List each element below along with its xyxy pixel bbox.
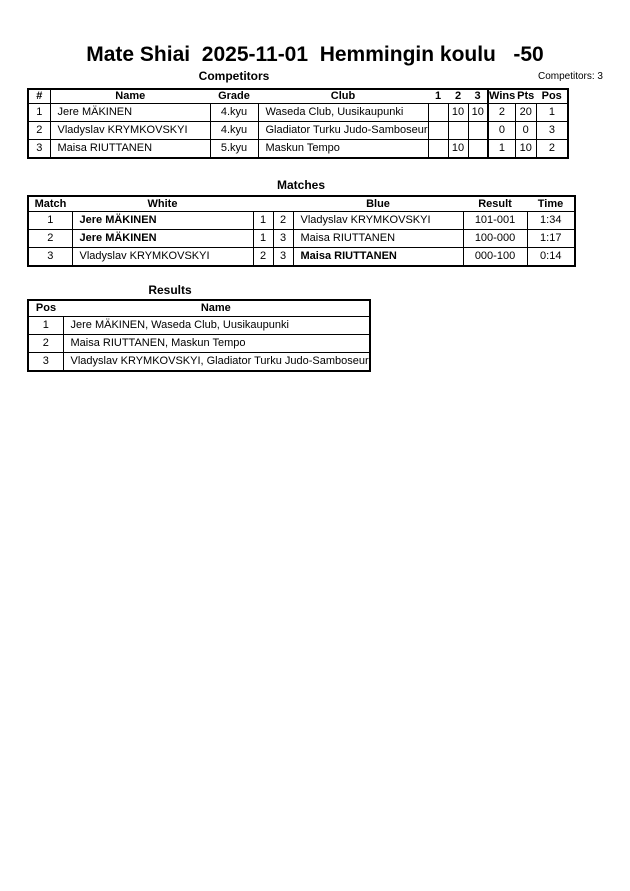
cell-pos: 2 — [536, 140, 568, 159]
cell-score-3: 10 — [468, 104, 488, 122]
cell-blue — [293, 212, 463, 230]
matches-table — [27, 195, 576, 267]
col-header-name: Name — [63, 300, 370, 317]
col-header-num: # — [28, 89, 50, 104]
matches-header-row — [28, 196, 575, 212]
cell-blue — [293, 248, 463, 267]
competitor-row — [28, 104, 568, 122]
cell-grade: 4.kyu — [210, 104, 258, 122]
cell-score-2 — [448, 122, 468, 140]
cell-score-1 — [428, 122, 448, 140]
result-player-name: Vladyslav KRYMKOVSKYI, Gladiator Turku Judo-Samboseur — [70, 355, 369, 368]
cell-pos: 1 — [536, 104, 568, 122]
col-header-opp3: 3 — [468, 89, 488, 104]
cell-wins: 2 — [488, 104, 515, 122]
cell-score-3 — [468, 122, 488, 140]
col-header-opp2: 2 — [448, 89, 468, 104]
white-player-name: Vladyslav KRYMKOVSKYI — [79, 250, 210, 263]
cell-white — [72, 230, 253, 248]
cell-blue-num: 2 — [273, 212, 293, 230]
cell-blue — [293, 230, 463, 248]
competitors-table — [27, 88, 569, 159]
cell-time: 0:14 — [527, 248, 575, 267]
cell-pts: 20 — [515, 104, 536, 122]
cell-white — [72, 212, 253, 230]
white-player-name: Jere MÄKINEN — [79, 232, 157, 245]
cell-name — [50, 140, 210, 159]
cell-name — [50, 122, 210, 140]
cell-blue-num: 3 — [273, 230, 293, 248]
cell-pos: 3 — [536, 122, 568, 140]
cell-white — [72, 248, 253, 267]
col-header-blue-num — [273, 196, 293, 212]
cell-wins: 0 — [488, 122, 515, 140]
match-row — [28, 248, 575, 267]
cell-white-num: 2 — [253, 248, 273, 267]
cell-score-3 — [468, 140, 488, 159]
cell-pos: 1 — [28, 317, 63, 335]
cell-club — [258, 104, 428, 122]
cell-name — [63, 353, 370, 372]
col-header-name: Name — [50, 89, 210, 104]
matches-section-title: Matches — [276, 178, 326, 192]
cell-blue-num: 3 — [273, 248, 293, 267]
cell-name — [50, 104, 210, 122]
cell-time: 1:17 — [527, 230, 575, 248]
cell-time: 1:34 — [527, 212, 575, 230]
page-title: Mate Shiai 2025-11-01 Hemmingin koulu -50 — [86, 43, 544, 66]
cell-score-2: 10 — [448, 140, 468, 159]
competitor-name: Vladyslav KRYMKOVSKYI — [57, 124, 188, 137]
col-header-grade: Grade — [210, 89, 258, 104]
cell-pos: 2 — [28, 335, 63, 353]
results-table — [27, 299, 371, 372]
cell-result: 100-000 — [463, 230, 527, 248]
col-header-match: Match — [28, 196, 72, 212]
result-player-name: Jere MÄKINEN, Waseda Club, Uusikaupunki — [70, 319, 289, 332]
cell-grade: 5.kyu — [210, 140, 258, 159]
blue-player-name: Vladyslav KRYMKOVSKYI — [300, 214, 431, 227]
competitor-row — [28, 122, 568, 140]
result-row — [28, 353, 370, 372]
cell-match-num: 3 — [28, 248, 72, 267]
col-header-blue: Blue — [293, 196, 463, 212]
match-row — [28, 212, 575, 230]
col-header-result: Result — [463, 196, 527, 212]
blue-player-name: Maisa RIUTTANEN — [300, 250, 397, 263]
cell-name — [63, 335, 370, 353]
cell-club — [258, 140, 428, 159]
competitor-row — [28, 140, 568, 159]
cell-result: 101-001 — [463, 212, 527, 230]
result-row — [28, 335, 370, 353]
col-header-white: White — [72, 196, 253, 212]
cell-score-1 — [428, 140, 448, 159]
results-section-title: Results — [148, 283, 192, 297]
cell-num: 3 — [28, 140, 50, 159]
col-header-pos: Pos — [536, 89, 568, 104]
cell-white-num: 1 — [253, 212, 273, 230]
col-header-club: Club — [258, 89, 428, 104]
competitors-header-row — [28, 89, 568, 104]
competitors-count: Competitors: 3 — [537, 71, 603, 82]
competitor-name: Jere MÄKINEN — [57, 106, 133, 119]
cell-name — [63, 317, 370, 335]
col-header-pts: Pts — [517, 90, 535, 103]
cell-result: 000-100 — [463, 248, 527, 267]
cell-grade: 4.kyu — [210, 122, 258, 140]
result-player-name: Maisa RIUTTANEN, Maskun Tempo — [70, 337, 246, 350]
col-header-pos: Pos — [28, 300, 63, 317]
result-row — [28, 317, 370, 335]
match-row — [28, 230, 575, 248]
white-player-name: Jere MÄKINEN — [79, 214, 157, 227]
cell-pts: 0 — [515, 122, 536, 140]
competitor-name: Maisa RIUTTANEN — [57, 142, 153, 155]
cell-score-2: 10 — [448, 104, 468, 122]
col-header-wins: Wins — [489, 90, 516, 103]
cell-num: 1 — [28, 104, 50, 122]
competitors-section-label: Competitors — [198, 69, 270, 83]
col-header-opp1: 1 — [428, 89, 448, 104]
cell-pos: 3 — [28, 353, 63, 372]
competitor-club: Waseda Club, Uusikaupunki — [265, 106, 404, 119]
cell-wins: 1 — [488, 140, 515, 159]
competitor-club: Gladiator Turku Judo-Samboseur — [265, 124, 428, 137]
results-header-row — [28, 300, 370, 317]
cell-club — [258, 122, 428, 140]
col-header-time: Time — [527, 196, 575, 212]
col-header-white-num — [253, 196, 273, 212]
cell-match-num: 1 — [28, 212, 72, 230]
cell-match-num: 2 — [28, 230, 72, 248]
cell-pts: 10 — [515, 140, 536, 159]
cell-num: 2 — [28, 122, 50, 140]
blue-player-name: Maisa RIUTTANEN — [300, 232, 396, 245]
cell-white-num: 1 — [253, 230, 273, 248]
cell-score-1 — [428, 104, 448, 122]
competitor-club: Maskun Tempo — [265, 142, 340, 155]
